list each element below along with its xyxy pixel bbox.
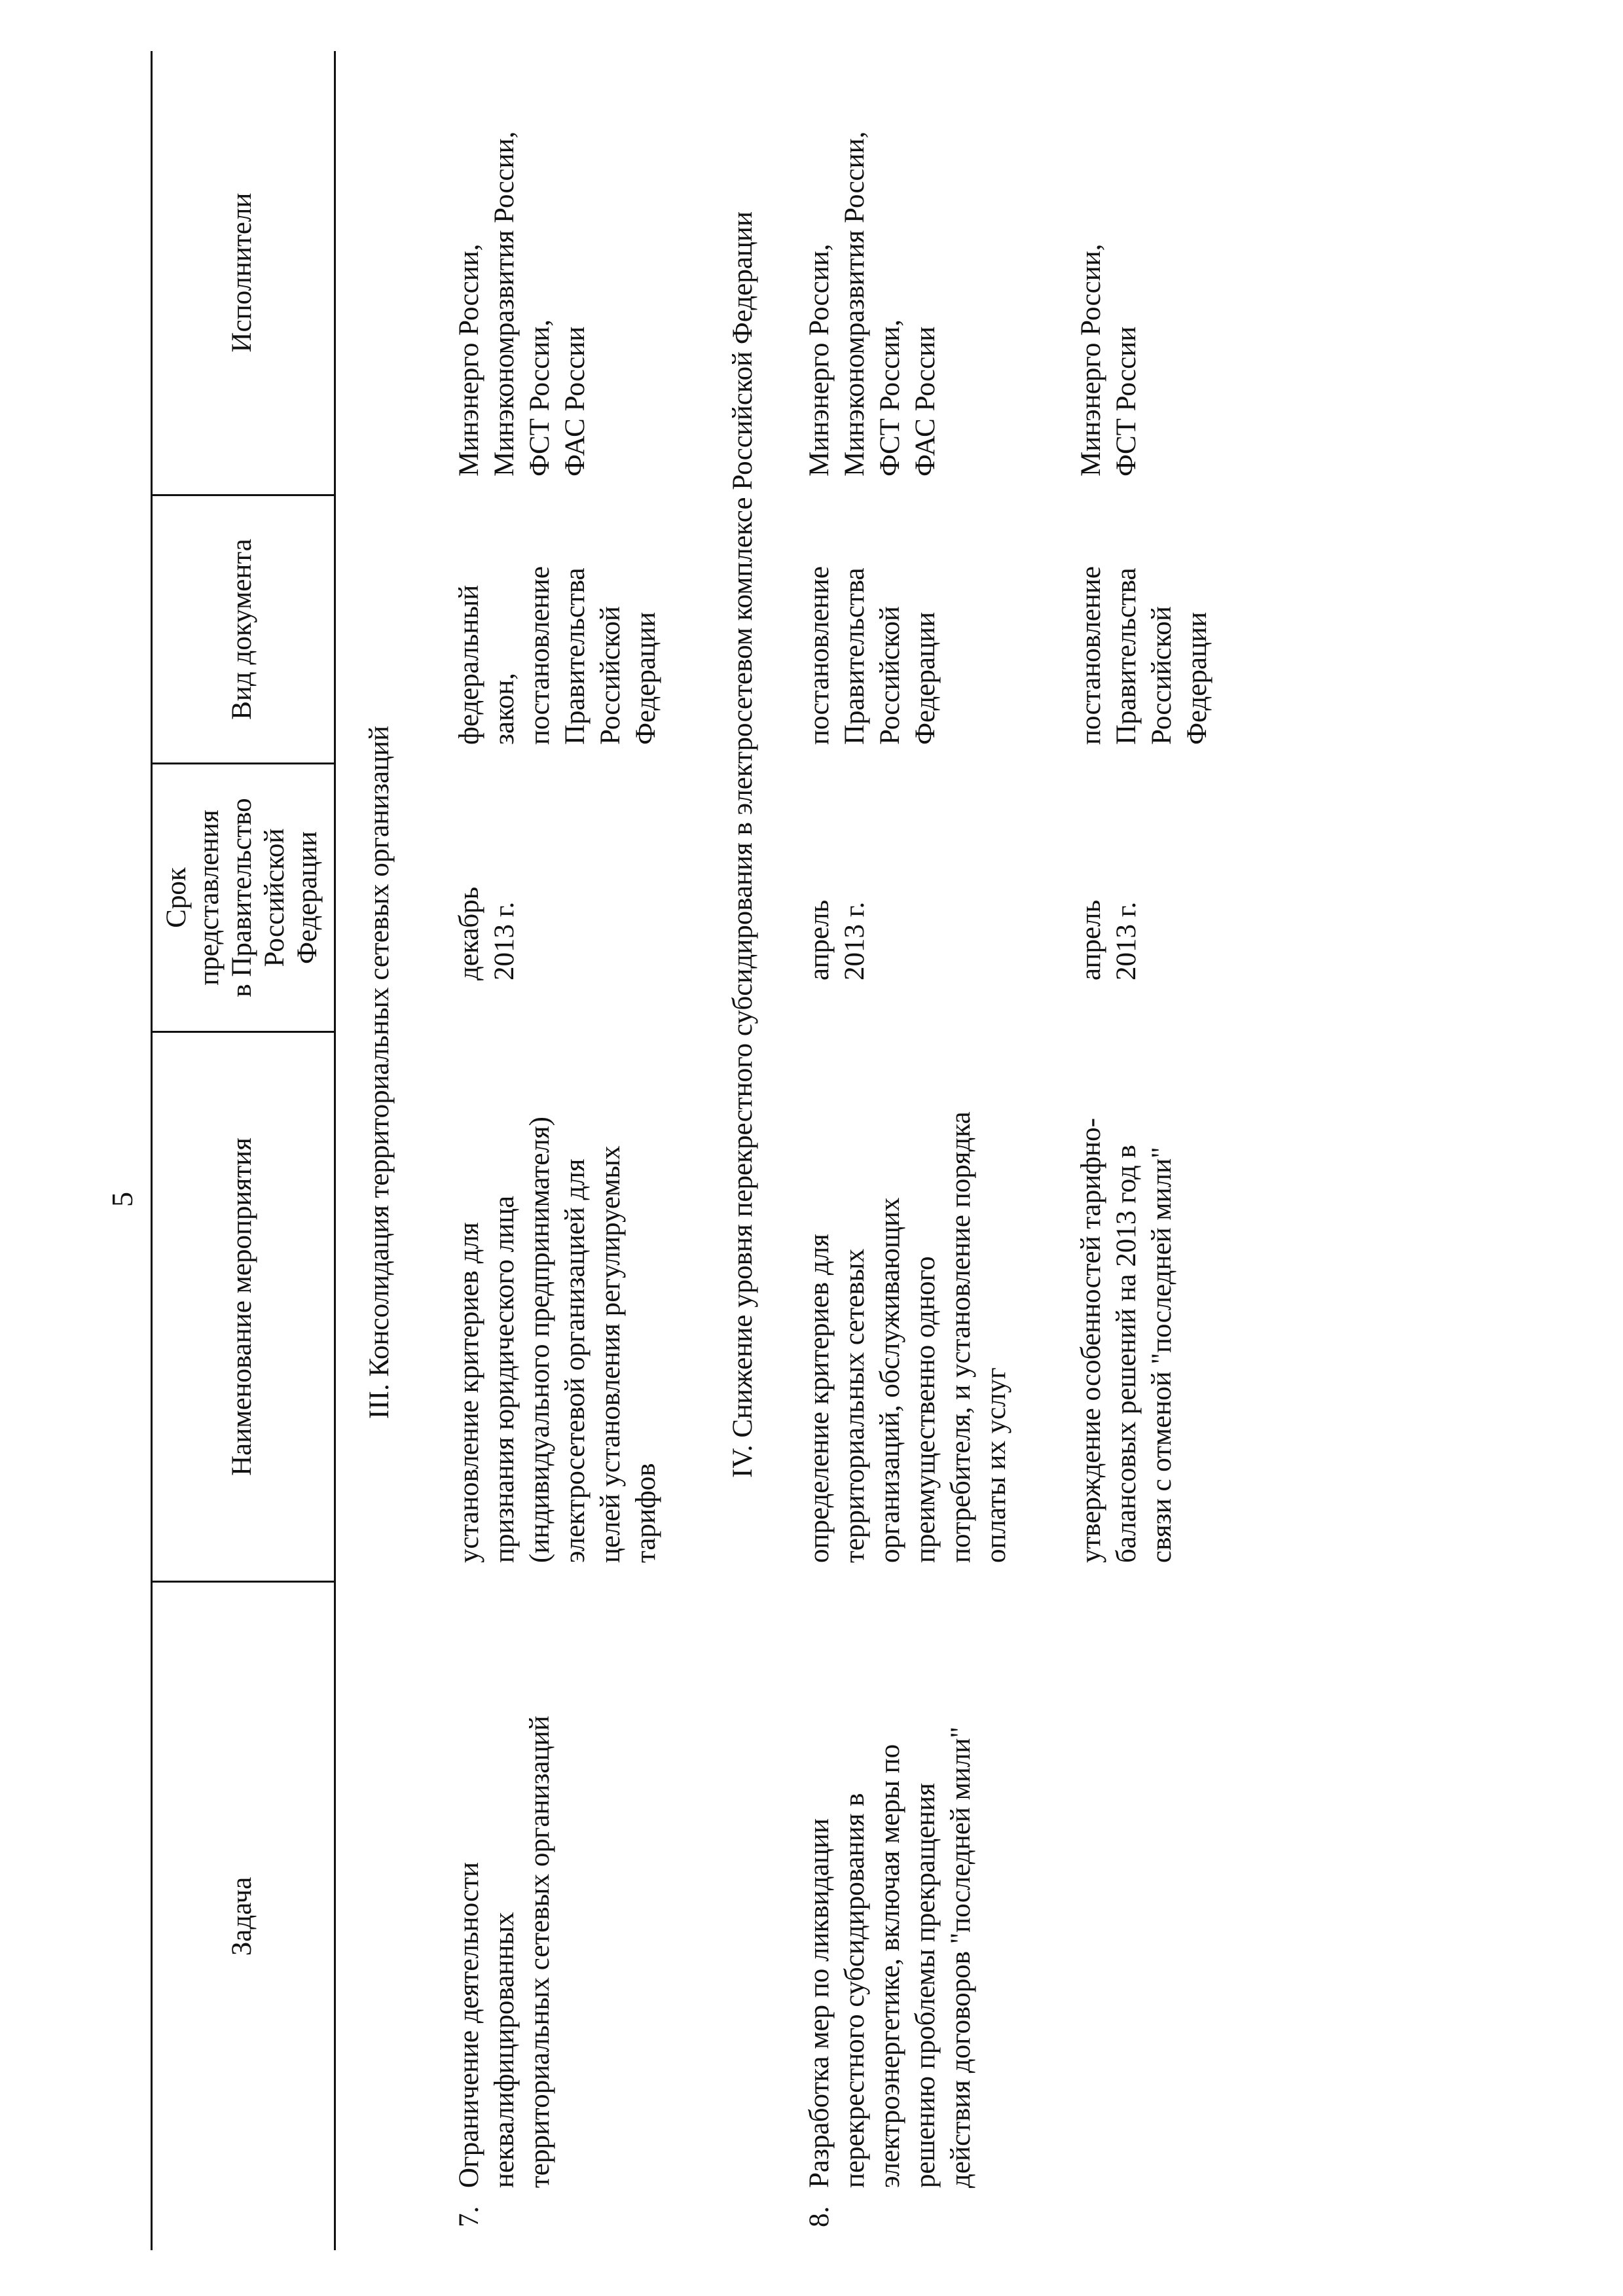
row-task: Разработка мер по ликвидации перекрестного субсидирования в электроэнергетике, включая меры по решению проблемы прекращения действия договоров "последней мили" — [804, 1727, 976, 2188]
row-doc-type: постановление Правительства Российской Федерации — [1076, 566, 1213, 745]
row-action: определение критериев для территориальных сетевых организаций, обслуживающих преимущественно одного потребителя, и установление порядка оплаты их услуг — [804, 1111, 1012, 1563]
row-doc-type: федеральный закон, постановление Правительства Российской Федерации — [454, 566, 661, 745]
row-executors: Минэнерго России, Минэкономразвития России, ФСТ России, ФАС России — [454, 131, 591, 476]
row-deadline: декабрь 2013 г. — [454, 886, 520, 980]
row-task: Ограничение деятельности неквалифицированных территориальных сетевых организаций — [454, 1715, 555, 2188]
page-number: 5 — [105, 1192, 139, 1207]
row-action: утверждение особенностей тарифно- балансовых решений на 2013 год в связи с отменой "последней мили" — [1076, 1118, 1177, 1563]
header-bottom-rule — [334, 51, 336, 2250]
row-number: 8. — [804, 2206, 835, 2227]
section-title: III. Консолидация территориальных сетевых организаций — [364, 725, 395, 1419]
row-doc-type: постановление Правительства Российской Федерации — [804, 566, 941, 745]
header-action: Наименование мероприятия — [227, 1138, 257, 1476]
row-executors: Минэнерго России, Минэкономразвития России, ФСТ России, ФАС России — [804, 131, 941, 476]
section-title: IV. Снижение уровня перекрестного субсидирования в электросетевом комплексе Российской Федерации — [727, 211, 758, 1478]
header-deadline: Срок представления в Правительство Российской Федерации — [161, 798, 323, 997]
row-action: установление критериев для признания юридического лица (индивидуального предпринимателя) электросетевой организацией для целей установления регулируемых тарифов — [454, 1117, 661, 1563]
header-task: Задача — [227, 1876, 257, 1956]
row-deadline: апрель 2013 г. — [804, 899, 870, 980]
row-number: 7. — [454, 2206, 484, 2227]
row-deadline: апрель 2013 г. — [1076, 899, 1142, 980]
header-executors: Исполнители — [227, 192, 257, 353]
row-executors: Минэнерго России, ФСТ России — [1076, 243, 1142, 476]
header-doc-type: Вид документа — [227, 539, 257, 720]
